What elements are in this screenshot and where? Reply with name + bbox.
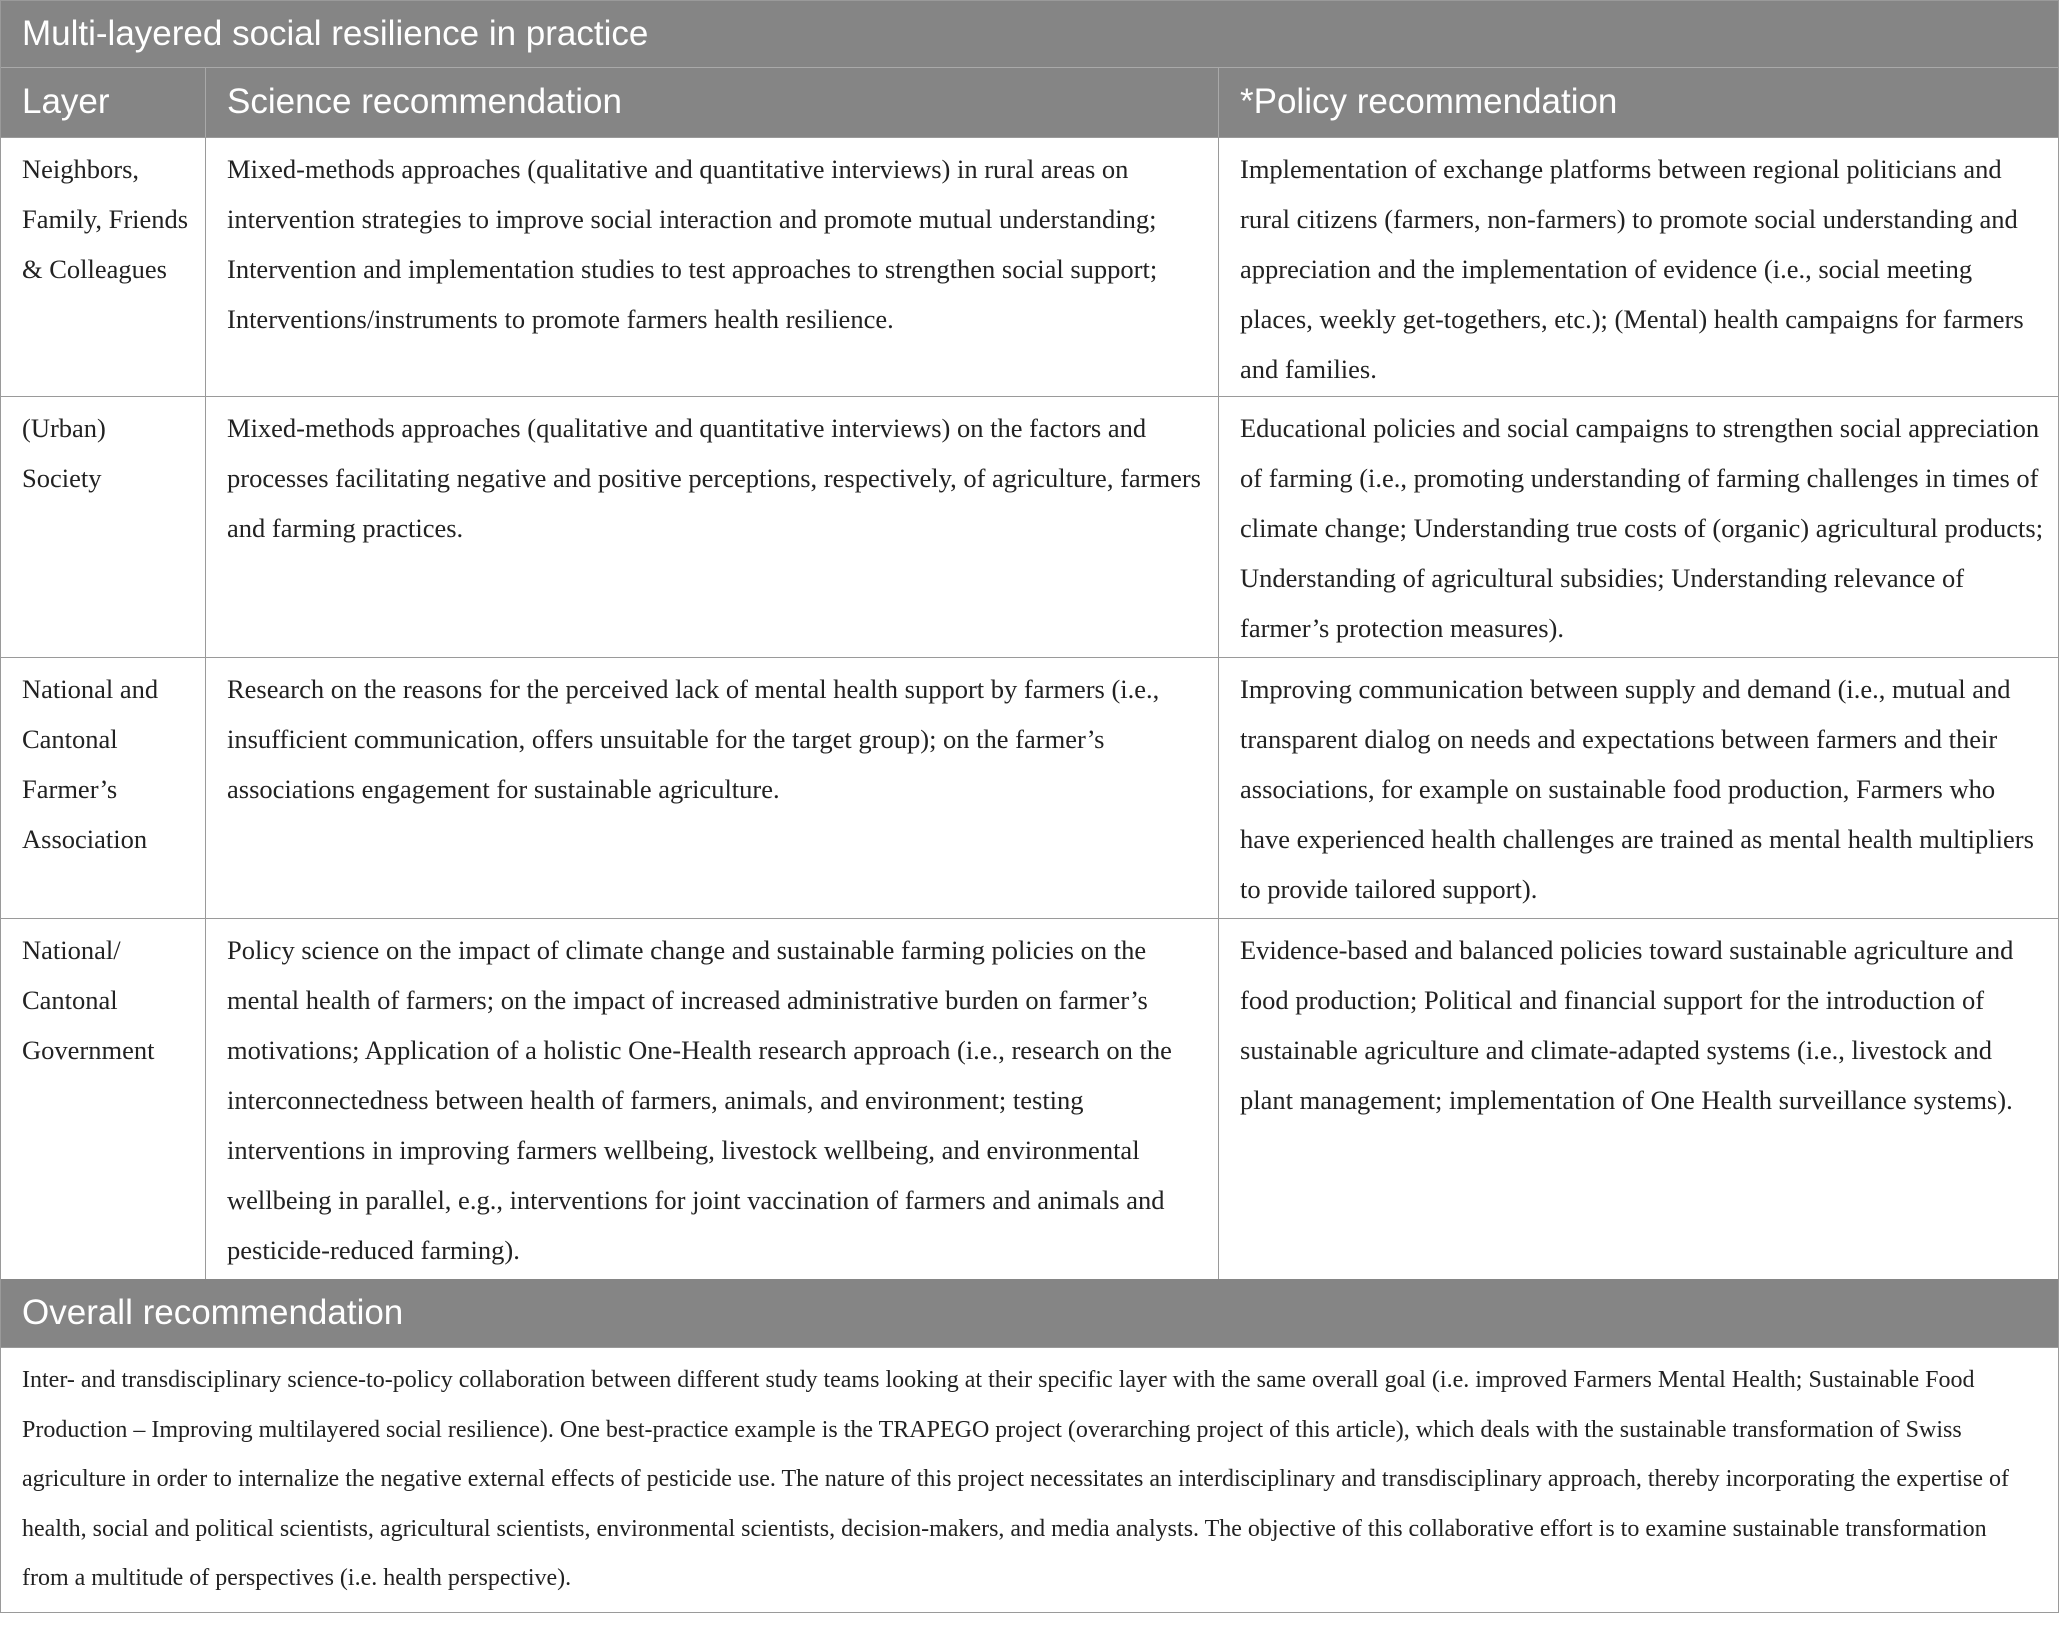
policy-cell: Educational policies and social campaigns to strengthen social appreciation of farming (i.e., promoting understanding of farming challenges in times of climate change; Understanding true costs of (organic) agricultural products; Understanding of agricultural subsidies; Understanding relevance of farmer’s protection measures). [1240,413,2044,643]
layer-cell: Neighbors, Family, Friends & Colleagues [1,138,206,396]
overall-recommendation-text: Inter- and transdisciplinary science-to-policy collaboration between different study teams looking at their specific layer with the same overall goal (i.e. improved Farmers Mental Health; Sustainable Food Production – Improving multilayered social resilience). One best-practice example is the TRAPEGO project (overarching project of this article), which deals with the sustainable transformation of Swiss agriculture in order to internalize the negative external effects of pesticide use. The nature of this project necessitates an interdisciplinary and transdisciplinary approach, thereby incorporating the expertise of health, social and political scientists, agricultural scientists, environmental scientists, decision-makers, and media analysts. The objective of this collaborative effort is to examine sustainable transformation from a multitude of perspectives (i.e. health perspective). [1,1347,2058,1612]
science-cell: Mixed-methods approaches (qualitative and quantitative interviews) in rural areas on intervention strategies to improve social interaction and promote mutual understanding; Intervention and implementation studies to test approaches to strengthen social support; Interventions/instruments to promote farmers health resilience. [206,138,1219,396]
table-row [1,396,2058,657]
table-title: Multi-layered social resilience in practice [1,1,2058,67]
overall-recommendation-title: Overall recommendation [1,1279,2058,1347]
header-science-recommendation: Science recommendation [206,68,1219,137]
layer-cell: (Urban) Society [1,397,206,657]
science-cell: Mixed-methods approaches (qualitative and quantitative interviews) on the factors and processes facilitating negative and positive perceptions, respectively, of agriculture, farmers and farming practices. [206,397,1219,657]
policy-cell: Improving communication between supply and demand (i.e., mutual and transparent dialog on needs and expectations between farmers and their associations, for example on sustainable food production, Farmers who have experienced health challenges are trained as mental health multipliers to provide tailored support). [1240,674,2034,904]
policy-cell: Evidence-based and balanced policies toward sustainable agriculture and food production; Political and financial support for the introduction of sustainable agriculture and climate-adapted systems (i.e., livestock and plant management; implementation of One Health surveillance systems). [1240,935,2014,1115]
table-row [1,657,2058,918]
layer-cell: National and Cantonal Farmer’s Association [1,658,206,918]
table-row [1,918,2058,1279]
header-policy-recommendation: *Policy recommendation [1240,82,1618,121]
table-header-row [1,67,2058,137]
science-cell: Policy science on the impact of climate change and sustainable farming policies on the mental health of farmers; on the impact of increased administrative burden on farmer’s motivations; Application of a holistic One-Health research approach (i.e., research on the interconnectedness between health of farmers, animals, and environment; testing interventions in improving farmers wellbeing, livestock wellbeing, and environmental wellbeing in parallel, e.g., interventions for joint vaccination of farmers and animals and pesticide-reduced farming). [206,919,1219,1279]
header-layer: Layer [1,68,206,137]
layer-cell: National/ Cantonal Government [1,919,206,1279]
table-row [1,137,2058,396]
policy-cell: Implementation of exchange platforms between regional politicians and rural citizens (farmers, non-farmers) to promote social understanding and appreciation and the implementation of evidence (i.e., social meeting places, weekly get-togethers, etc.); (Mental) health campaigns for farmers and families. [1240,154,2024,384]
science-cell: Research on the reasons for the perceived lack of mental health support by farmers (i.e., insufficient communication, offers unsuitable for the target group); on the farmer’s associations engagement for sustainable agriculture. [206,658,1219,918]
